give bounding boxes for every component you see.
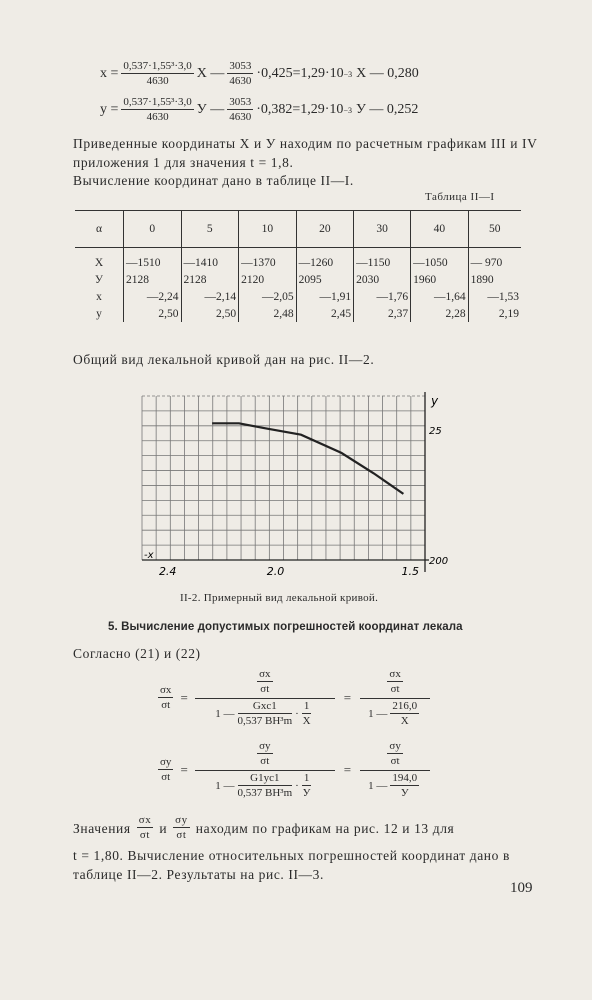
table-row [75,288,521,305]
table-row [75,305,521,322]
eq-x-lhs: x = [100,66,119,81]
y-tick-label: 200 [429,556,449,567]
paragraph-according: Согласно (21) и (22) [73,646,201,661]
table-row-label: У [94,273,104,286]
table-header-cell: 20 [296,211,354,248]
eq-y-rest: ·0,382=1,29·10 [256,102,344,117]
table-header-cell: 0 [124,211,182,248]
eq-y-fraction-2: $\frac{3053}{4630}$ [229,96,252,123]
table-header-row [75,211,521,248]
table-cell: 2128 [181,271,239,288]
paragraph-figure-ref: Общий вид лекальной кривой дан на рис. II—2. [73,352,375,367]
chart-ylabel: y [431,394,439,408]
formula-sigma-x: $\frac{\sigma x}{\sigma t}$ = $\frac{\sigma x}{\sigma t}$ 1 — $\frac{\text{Gxc1}}{\text{0,537 BH³m}}$ · $\frac{1}{X}$ = $\frac{\sigma x}{\sigma t}$ 1 — $\frac{216,0}{X}$ [155,668,433,728]
table-header-cell: 10 [239,211,297,248]
eq-x-var: X — [196,66,225,81]
x-tick-label: 2.0 [266,565,285,578]
eq-y-lhs: y = [100,102,119,117]
table-cell: —1,76 [354,288,411,305]
data-table [75,210,521,322]
table-cell: —2,24 [124,288,182,305]
table-row [75,271,521,288]
table-cell: 2030 [354,271,411,288]
table-cell: 2,45 [296,305,354,322]
table-title: Таблица II—I [425,191,495,203]
table-cell: 2,19 [468,305,521,322]
table-cell: 2,50 [181,305,239,322]
table-cell: —1,91 [296,288,354,305]
section-heading: 5. Вычисление допустимых погрешностей координат лекала [108,621,463,633]
paragraph-table-ref: Вычисление координат дано в таблице II—I. [73,173,354,188]
figure-caption: II-2. Примерный вид лекальной кривой. [180,592,379,604]
table-grid [75,210,521,322]
f1-lhs: $\frac{\sigma x}{\sigma t}$ [160,684,172,711]
eq-x-rest: ·0,425=1,29·10 [256,66,344,81]
table-cell: 1960 [411,271,469,288]
table-cell: 2,48 [239,305,297,322]
x-tick-label: 2.4 [158,565,177,578]
eq-y-fraction-1: $\frac{\text{0,537·1,55³·3,0}}{4630}$ [123,96,192,123]
table-cell: —1150 [354,254,411,271]
table-cell: —1,64 [411,288,469,305]
table-row-label: X [94,256,104,269]
y-tick-label: 25 [429,426,442,437]
inline-frac-y: $\frac{\sigma y}{\sigma t}$ [175,814,188,841]
table-cell: 2120 [239,271,297,288]
eq-x-tail: X — 0,280 [356,66,419,81]
table-header-cell: 5 [181,211,239,248]
table-cell: —2,14 [181,288,239,305]
table-cell: —1260 [296,254,354,271]
chart-grid [142,396,425,560]
eq-y-tail: У — 0,252 [355,102,419,117]
eq-x-fraction-2: $\frac{3053}{4630}$ [229,60,252,87]
equation-x [100,60,419,88]
equation-y [100,96,418,124]
paragraph-coordinates: Приведенные координаты X и У находим по расчетным графикам III и IV приложения 1 для значения t = 1,8. [73,136,538,170]
chart-xlabel: -x [144,550,154,561]
chart-y-ticks [429,426,448,567]
f1-right: $\frac{\sigma x}{\sigma t}$ 1 — $\frac{216,0}{X}$ [360,668,430,728]
formula-sigma-y: $\frac{\sigma y}{\sigma t}$ = $\frac{\sigma y}{\sigma t}$ 1 — $\frac{G1yc1}{\text{0,537 BH³m}}$ · $\frac{1}{У}$ = $\frac{\sigma y}{\sigma t}$ 1 — $\frac{194,0}{У}$ [155,740,433,800]
table-cell: 2095 [296,271,354,288]
table-cell: —1410 [181,254,239,271]
table-cell: 2,50 [124,305,182,322]
table-cell: 2128 [124,271,182,288]
paragraph-results: t = 1,80. Вычисление относительных погрешностей координат дано в таблице II—2. Результаты на рис. II—3. [73,848,510,882]
f2-lhs: $\frac{\sigma y}{\sigma t}$ [160,756,172,783]
table-header-cell: 40 [411,211,469,248]
eq-x-fraction-1: $\frac{\text{0,537·1,55³·3,0}}{4630}$ [123,60,192,87]
inline-frac-x: $\frac{\sigma x}{\sigma t}$ [138,814,152,841]
table-header-cell: 50 [468,211,521,248]
table-row [75,254,521,271]
table-cell: 1890 [468,271,521,288]
table-header-cell: 30 [354,211,411,248]
table-row-label: y [96,307,102,320]
table-cell: —2,05 [239,288,297,305]
f1-middle: $\frac{\sigma x}{\sigma t}$ 1 — $\frac{\text{Gxc1}}{\text{0,537 BH³m}}$ · $\frac{1}{X}$ [195,668,335,728]
eq-y-exp: −3 [343,105,352,115]
f2-right: $\frac{\sigma y}{\sigma t}$ 1 — $\frac{194,0}{У}$ [360,740,430,800]
table-cell: —1510 [124,254,182,271]
eq-y-var: У — [196,102,225,117]
chart-x-ticks [159,565,419,578]
table-header-cell: α [75,211,124,248]
table-row-label: x [96,290,102,303]
table-cell: 2,28 [411,305,469,322]
paragraph-values: Значения $\frac{\sigma x}{\sigma t}$ и $\frac{\sigma y}{\sigma t}$ находим по графикам на рис. 12 и 13 для [73,814,455,841]
table-cell: —1370 [239,254,297,271]
curve-chart [128,388,468,578]
x-tick-label: 1.5 [401,565,420,578]
table-cell: 2,37 [354,305,411,322]
table-cell: —1050 [411,254,469,271]
f2-middle: $\frac{\sigma y}{\sigma t}$ 1 — $\frac{G1yc1}{\text{0,537 BH³m}}$ · $\frac{1}{У}$ [195,740,335,800]
table-cell: —1,53 [468,288,521,305]
page-number: 109 [510,880,533,896]
eq-x-exp: −3 [343,69,353,79]
table-cell: — 970 [468,254,521,271]
